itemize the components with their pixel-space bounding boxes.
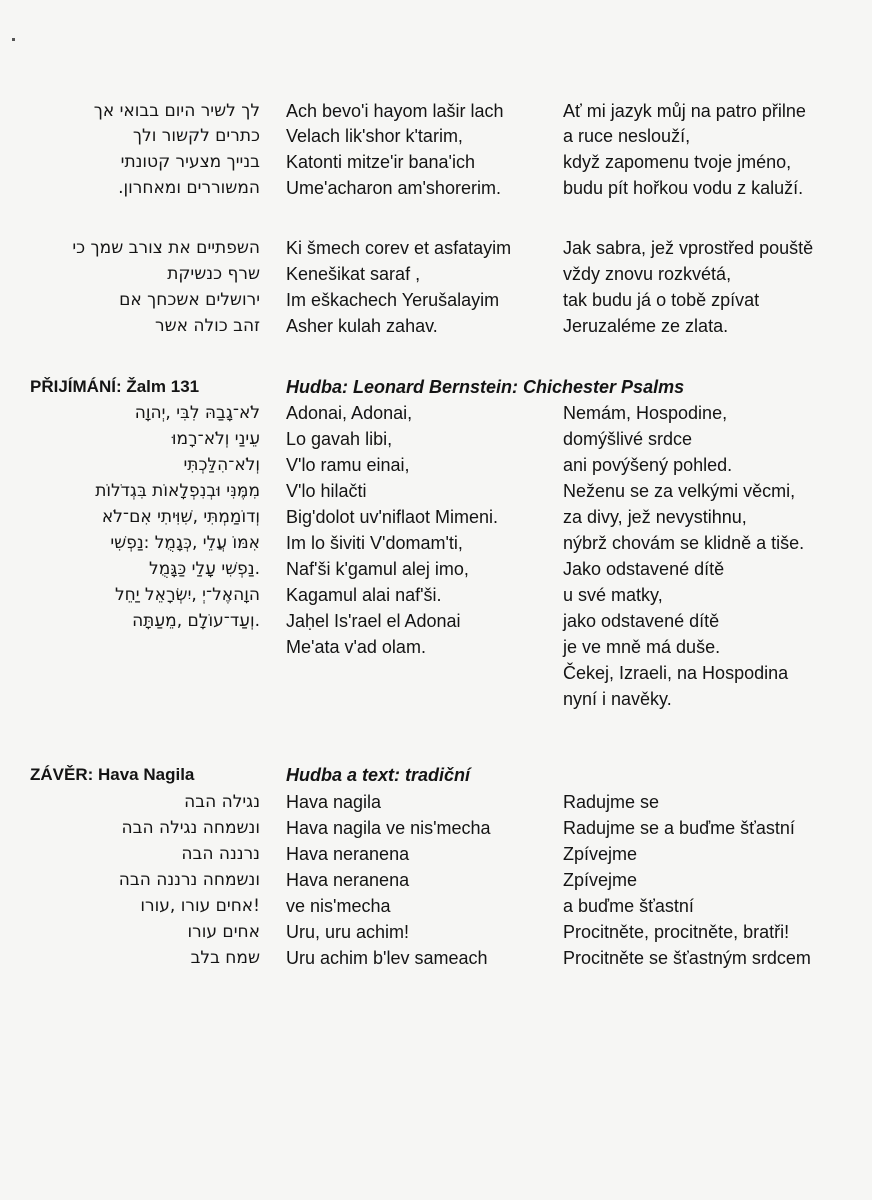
czech-line: ani povýšený pohled. xyxy=(563,455,733,475)
czech-line: nýbrž chovám se klidně a tiše. xyxy=(563,533,805,553)
czech-line: Radujme se xyxy=(563,792,660,812)
hebrew-line: ונשמחה נרננה הבה xyxy=(118,870,260,890)
transliteration-line: Hava nagila ve nis'mecha xyxy=(286,818,491,838)
closing-heading: ZÁVĚR: Hava Nagila xyxy=(30,765,195,784)
hebrew-line: המשוררים ומאחרון. xyxy=(118,178,260,198)
transliteration-line: Jaḥel Is'rael el Adonai xyxy=(286,611,461,631)
hebrew-line: השפתיים את צורב שמך כי xyxy=(72,238,260,258)
hebrew-column xyxy=(30,0,260,1200)
hebrew-line: וְדוֹמַמְתִּי ,שִׁוִּיתִי אִם־לֹא xyxy=(101,507,260,527)
transliteration-line: Hava neranena xyxy=(286,870,410,890)
hebrew-line: כתרים לקשור ולך xyxy=(132,126,260,146)
czech-line: Procitněte se šťastným srdcem xyxy=(563,948,811,968)
hebrew-line: זהב כולה אשר xyxy=(154,316,260,336)
hebrew-line: לֹא־גָבַהּ לִבִּי ,יְהוָה xyxy=(134,403,260,423)
hebrew-line: הוָהאֶל־יְ ,יִשְׂרָאֵל יַחֵל xyxy=(114,585,260,605)
czech-line: a buďme šťastní xyxy=(563,896,694,916)
hebrew-line: שמח בלב xyxy=(190,948,260,968)
transliteration-line: Uru, uru achim! xyxy=(286,922,410,942)
hebrew-line: .נַפְשִׁי עָלַי כַּגָּמֻל xyxy=(149,559,260,579)
hebrew-line: לך לשיר היום בבואי אך xyxy=(93,101,260,121)
czech-column xyxy=(563,0,869,1200)
transliteration-line: Naf'ši k'gamul alej imo, xyxy=(286,559,469,579)
czech-line: je ve mně má duše. xyxy=(563,637,721,657)
communion-heading: PŘIJÍMÁNÍ: Žalm 131 xyxy=(30,377,200,396)
hebrew-line: עֵינַי וְלֹא־רָמוּ xyxy=(171,429,260,449)
czech-line: Jak sabra, jež vprostřed pouště xyxy=(563,238,814,258)
transliteration-line: Big'dolot uv'niflaot Mimeni. xyxy=(286,507,498,527)
transliteration-line: Me'ata v'ad olam. xyxy=(286,637,426,657)
transliteration-line: Im eškachech Yerušalayim xyxy=(286,290,500,310)
hebrew-line: נגילה הבה xyxy=(184,792,260,812)
transliteration-line: Ume'acharon am'shorerim. xyxy=(286,178,501,198)
hebrew-line: בנייך מצעיר קטונתי xyxy=(120,152,260,172)
transliteration-line: V'lo ramu einai, xyxy=(286,455,410,475)
transliteration-line: Adonai, Adonai, xyxy=(286,403,413,423)
hebrew-line: שרף כנשיקת xyxy=(167,264,260,284)
czech-line: Neženu se za velkými věcmi, xyxy=(563,481,796,501)
transliteration-line: V'lo hilačti xyxy=(286,481,367,501)
transliteration-line: Kenešikat saraf , xyxy=(286,264,421,284)
hebrew-line: אחים עורו xyxy=(187,922,260,942)
transliteration-line: Im lo šiviti V'domam'ti, xyxy=(286,533,463,553)
transliteration-line: Hava neranena xyxy=(286,844,410,864)
transliteration-line: Hava nagila xyxy=(286,792,382,812)
czech-line: u své matky, xyxy=(563,585,663,605)
czech-line: když zapomenu tvoje jméno, xyxy=(563,152,792,172)
transliteration-line: Katonti mitze'ir bana'ich xyxy=(286,152,475,172)
czech-line: Ať mi jazyk můj na patro přilne xyxy=(563,101,806,121)
czech-line: Nemám, Hospodine, xyxy=(563,403,728,423)
transliteration-line: Velach lik'shor k'tarim, xyxy=(286,126,463,146)
transliteration-line: Uru achim b'lev sameach xyxy=(286,948,488,968)
transliteration-line: Asher kulah zahav. xyxy=(286,316,438,336)
transliteration-line: Ki šmech corev et asfatayim xyxy=(286,238,512,258)
communion-music-credit: Hudba: Leonard Bernstein: Chichester Psalms xyxy=(286,377,685,397)
czech-line: domýšlivé srdce xyxy=(563,429,693,449)
czech-line: tak budu já o tobě zpívat xyxy=(563,290,760,310)
hebrew-line: נרננה הבה xyxy=(181,844,260,864)
hebrew-line: מִמֶּנִּי וּבְנִפְלָאוֹת בִּגְדֹלוֹת xyxy=(95,481,260,501)
czech-line: nyní i navěky. xyxy=(563,689,672,709)
transliteration-line: ve nis'mecha xyxy=(286,896,391,916)
czech-line: Čekej, Izraeli, na Hospodina xyxy=(563,663,789,683)
czech-line: a ruce neslouží, xyxy=(563,126,691,146)
transliteration-line: Ach bevo'i hayom lašir lach xyxy=(286,101,504,121)
hebrew-line: ונשמחה נגילה הבה xyxy=(121,818,260,838)
transliteration-line: Kagamul alai naf'ši. xyxy=(286,585,442,605)
czech-line: Zpívejme xyxy=(563,870,638,890)
czech-line: jako odstavené dítě xyxy=(563,611,720,631)
hebrew-line: !אחים עורו ,עורו xyxy=(140,896,260,916)
czech-line: Jeruzaléme ze zlata. xyxy=(563,316,729,336)
czech-line: vždy znovu rozkvétá, xyxy=(563,264,732,284)
czech-line: za divy, jež nevystihnu, xyxy=(563,507,747,527)
czech-line: Radujme se a buďme šťastní xyxy=(563,818,795,838)
hebrew-line: וְלֹא־הִלַּכְתִּי xyxy=(183,455,260,475)
czech-line: Jako odstavené dítě xyxy=(563,559,725,579)
czech-line: budu pít hořkou vodu z kaluží. xyxy=(563,178,804,198)
transliteration-line: Lo gavah libi, xyxy=(286,429,393,449)
hebrew-line: .וְעַד־עוֹלָם ,מֵעַתָּה xyxy=(132,611,260,631)
czech-line: Zpívejme xyxy=(563,844,638,864)
czech-line: Procitněte, procitněte, bratři! xyxy=(563,922,790,942)
hebrew-line: אִמּוֹ עֲלֵי ,כְּגָמֻל :נַפְשִׁי xyxy=(110,533,260,553)
hebrew-line: ירושלים אשכחך אם xyxy=(119,290,260,310)
page-edge-mark xyxy=(12,38,15,41)
closing-music-credit: Hudba a text: tradiční xyxy=(286,765,471,785)
